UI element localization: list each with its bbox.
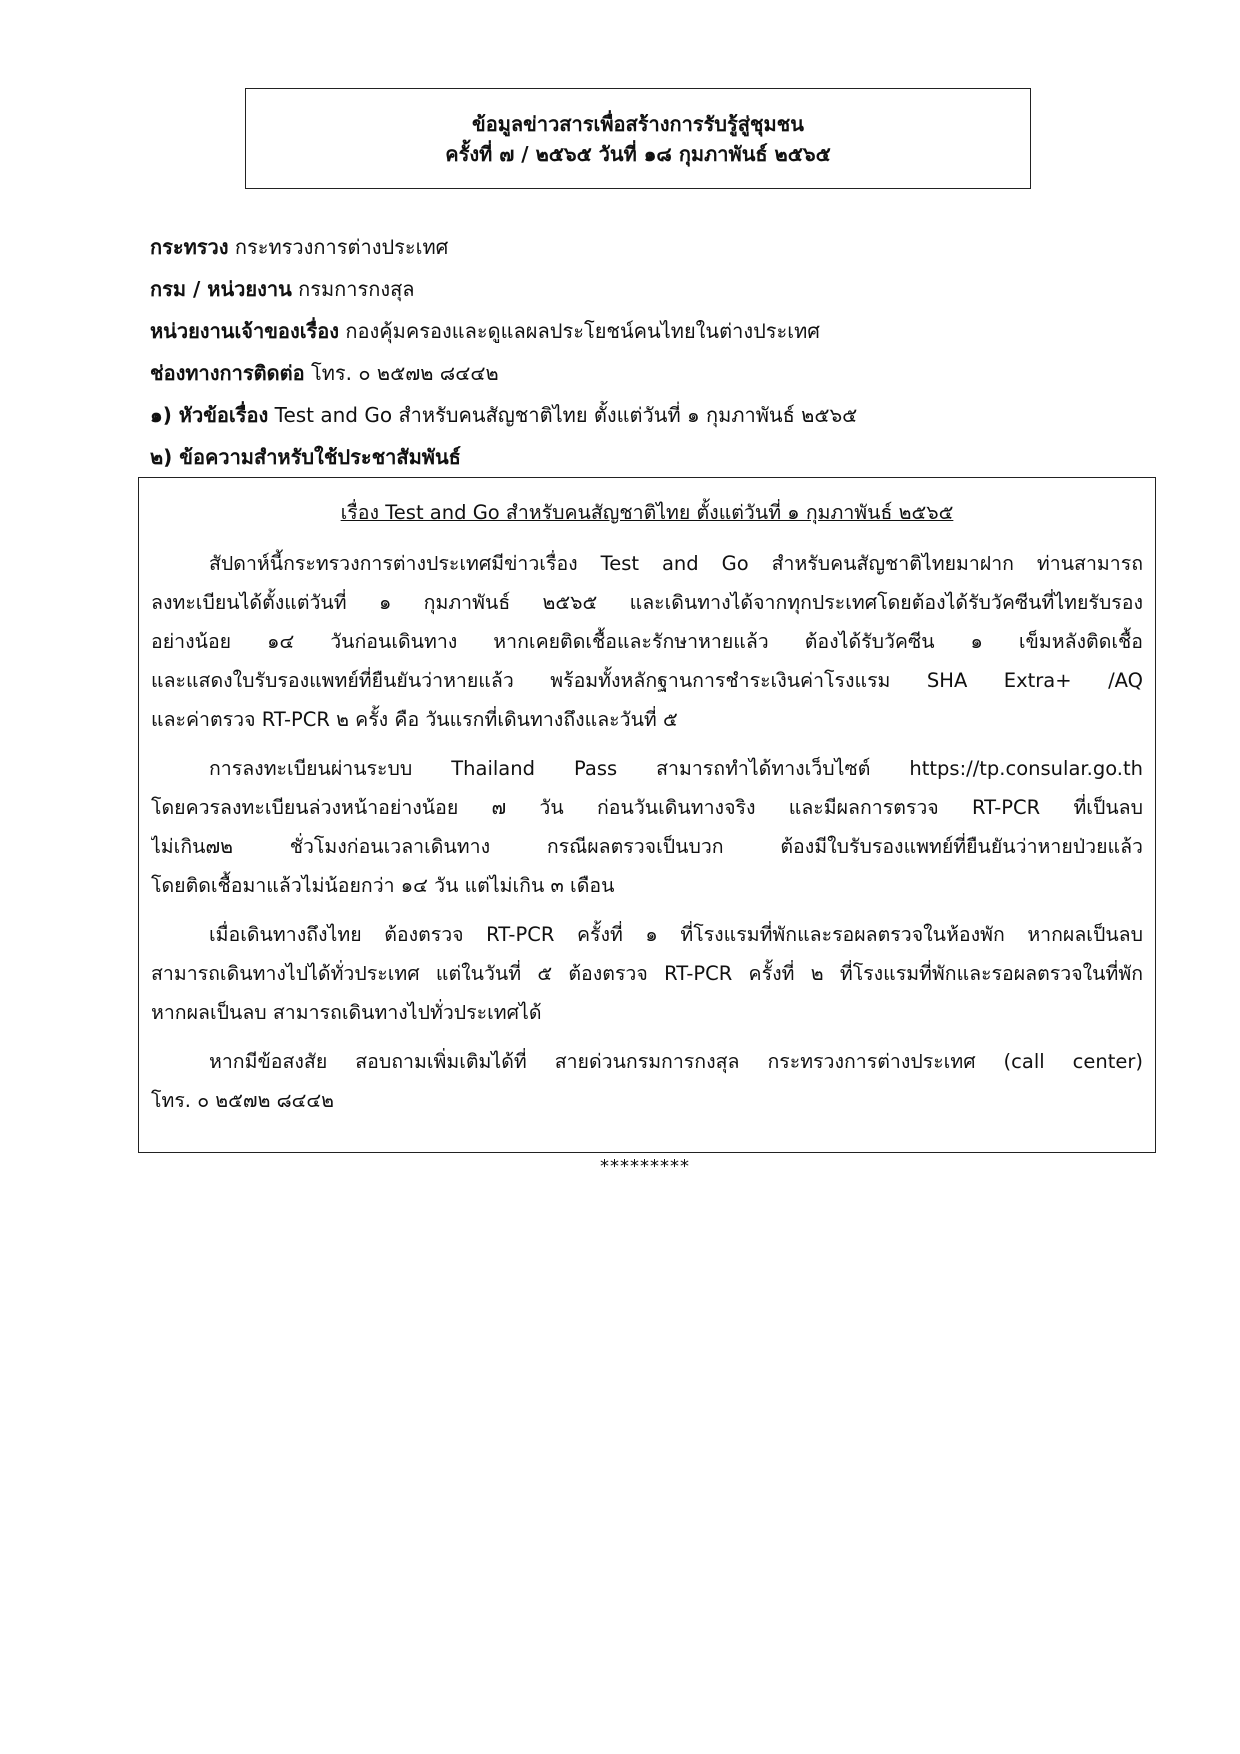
paragraph-line: โทร. ๐ ๒๕๗๒ ๘๔๔๒: [151, 1089, 335, 1112]
meta-message: [150, 436, 1110, 478]
meta-owner-label: หน่วยงานเจ้าของเรื่อง: [150, 319, 340, 343]
paragraph-line: โดยติดเชื้อมาแล้วไม่น้อยกว่า ๑๔ วัน แต่ไม่เกิน ๓ เดือน: [151, 874, 615, 897]
paragraph-line: และค่าตรวจ RT-PCR ๒ ครั้ง คือ วันแรกที่เดินทางถึงและวันที่ ๕: [151, 708, 678, 731]
meta-department-value: กรมการกงสุล: [291, 277, 415, 301]
meta-owner-value: กองคุ้มครองและดูแลผลประโยชน์คนไทยในต่างประเทศ: [339, 319, 820, 343]
meta-ministry-label: กระทรวง: [150, 235, 229, 259]
paragraph-line: และแสดงใบรับรองแพทย์ที่ยืนยันว่าหายแล้ว พร้อมทั้งหลักฐานการชำระเงินค่าโรงแรม SHA Extra+ /AQ: [151, 669, 1143, 692]
meta-department: [150, 268, 1110, 310]
paragraph-line: สัปดาห์นี้กระทรวงการต่างประเทศมีข่าวเรื่อง Test and Go สำหรับคนสัญชาติไทยมาฝาก ท่านสามารถ: [209, 552, 1143, 575]
message-title: เรื่อง Test and Go สำหรับคนสัญชาติไทย ตั้งแต่วันที่ ๑ กุมภาพันธ์ ๒๕๖๕: [340, 501, 954, 524]
paragraph-line: ลงทะเบียนได้ตั้งแต่วันที่ ๑ กุมภาพันธ์ ๒๕๖๕ และเดินทางได้จากทุกประเทศโดยต้องได้รับวัคซีนที่ไทยรับรอง: [151, 591, 1143, 614]
meta-contact-value: โทร. ๐ ๒๕๗๒ ๘๔๔๒: [304, 361, 499, 385]
header-issue-date: ครั้งที่ ๗ / ๒๕๖๕ วันที่ ๑๘ กุมภาพันธ์ ๒๕๖๕: [445, 142, 831, 166]
header-title: ข้อมูลข่าวสารเพื่อสร้างการรับรู้สู่ชุมชน: [472, 112, 804, 136]
message-paragraph-4: [151, 1042, 1143, 1120]
meta-owner: [150, 310, 1110, 352]
meta-section: [150, 226, 1110, 478]
paragraph-line: เมื่อเดินทางถึงไทย ต้องตรวจ RT-PCR ครั้งที่ ๑ ที่โรงแรมที่พักและรอผลตรวจในห้องพัก หากผลเป็นลบ: [209, 923, 1143, 946]
message-paragraph-1: [151, 544, 1143, 739]
paragraph-line: หากผลเป็นลบ สามารถเดินทางไปทั่วประเทศได้: [151, 1001, 542, 1024]
meta-department-label: กรม / หน่วยงาน: [150, 277, 292, 301]
meta-ministry: [150, 226, 1110, 268]
message-paragraph-3: [151, 915, 1143, 1032]
paragraph-line: การลงทะเบียนผ่านระบบ Thailand Pass สามารถทำได้ทางเว็บไซต์ https://tp.consular.go.th: [209, 757, 1143, 780]
paragraph-line: หากมีข้อสงสัย สอบถามเพิ่มเติมได้ที่ สายด่วนกรมการกงสุล กระทรวงการต่างประเทศ (call center): [209, 1050, 1143, 1073]
meta-topic: [150, 394, 1110, 436]
meta-message-label: ๒) ข้อความสำหรับใช้ประชาสัมพันธ์: [150, 445, 461, 469]
meta-topic-value: Test and Go สำหรับคนสัญชาติไทย ตั้งแต่วันที่ ๑ กุมภาพันธ์ ๒๕๖๕: [268, 403, 858, 427]
paragraph-line: สามารถเดินทางไปได้ทั่วประเทศ แต่ในวันที่ ๕ ต้องตรวจ RT-PCR ครั้งที่ ๒ ที่โรงแรมที่พักและรอผลตรวจในที่พัก: [151, 962, 1143, 985]
header-box: [245, 88, 1031, 189]
paragraph-line: อย่างน้อย ๑๔ วันก่อนเดินทาง หากเคยติดเชื้อและรักษาหายแล้ว ต้องได้รับวัคซีน ๑ เข็มหลังติดเชื้อ: [151, 630, 1143, 653]
paragraph-line: ไม่เกิน๗๒ ชั่วโมงก่อนเวลาเดินทาง กรณีผลตรวจเป็นบวก ต้องมีใบรับรองแพทย์ที่ยืนยันว่าหายป่วยแล้ว: [151, 835, 1143, 858]
meta-contact: [150, 352, 1110, 394]
paragraph-line: โดยควรลงทะเบียนล่วงหน้าอย่างน้อย ๗ วัน ก่อนวันเดินทางจริง และมีผลการตรวจ RT-PCR ที่เป็นลบ: [151, 796, 1143, 819]
message-paragraph-2: [151, 749, 1143, 905]
message-box: [138, 477, 1156, 1153]
meta-topic-label: ๑) หัวข้อเรื่อง: [150, 403, 269, 427]
meta-contact-label: ช่องทางการติดต่อ: [150, 361, 305, 385]
end-marker: *********: [600, 1156, 690, 1177]
meta-ministry-value: กระทรวงการต่างประเทศ: [228, 235, 449, 259]
